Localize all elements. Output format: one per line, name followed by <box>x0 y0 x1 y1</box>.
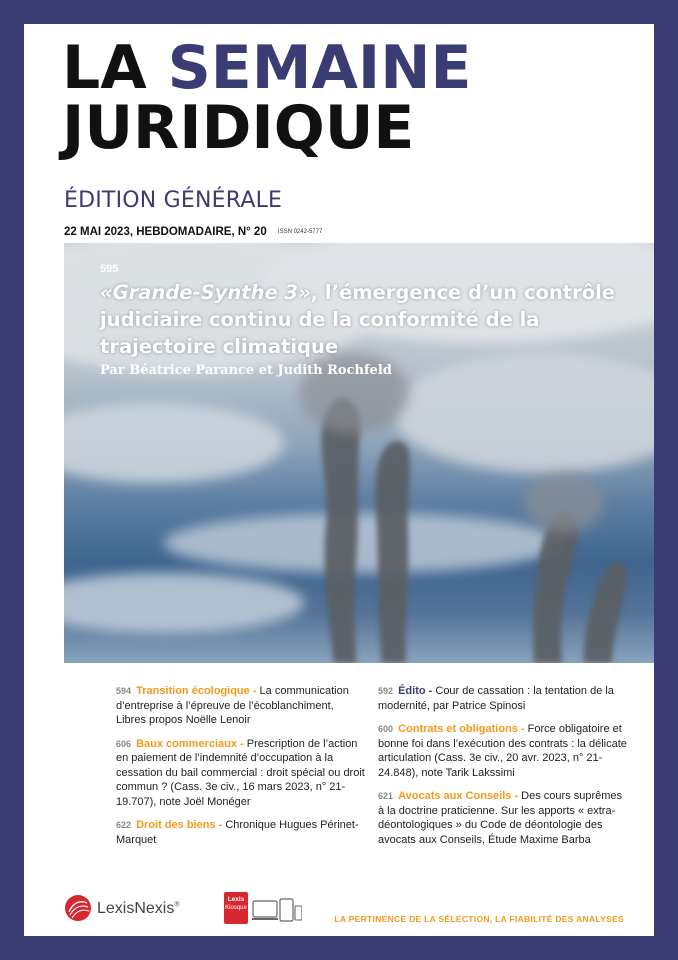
toc-rubric: Transition écologique - <box>136 685 257 697</box>
article-title-rest: , l’émergence d’un contrôle judiciaire continu de la conformité de la trajectoire climatique <box>100 281 616 358</box>
lexisnexis-logo-icon[interactable] <box>64 894 92 922</box>
toc-rubric: Baux commerciaux - <box>136 737 244 750</box>
cover-photo <box>64 243 654 663</box>
toc-text: Chronique Hugues Périnet-Marquet <box>116 819 359 846</box>
toc-text: Des cours suprêmes à la doctrine praticienne. Sur les apports « extra-déontologiques » du Code de déontologie des avocats aux Conseils, Étude Maxime Barba <box>378 790 623 846</box>
article-title[interactable] <box>100 279 620 360</box>
toc-left-column <box>116 684 366 856</box>
masthead-semaine: SEMAINE <box>167 33 472 103</box>
kiosque-bottom: Kiosque <box>225 905 247 911</box>
article-number[interactable]: 595 <box>100 263 119 275</box>
toc-number: 621 <box>378 791 394 801</box>
toc-right-column <box>378 684 628 856</box>
masthead-juridique: JURIDIQUE <box>62 93 415 163</box>
toc-rubric: Avocats aux Conseils - <box>398 790 519 802</box>
toc-rubric: Contrats et obligations - <box>398 723 525 735</box>
article-title-italic: «Grande-Synthe 3» <box>100 281 311 304</box>
masthead-la: LA <box>62 33 147 103</box>
toc-number: 592 <box>378 686 394 696</box>
toc-item[interactable] <box>116 684 366 728</box>
toc-rubric: Édito - <box>398 685 433 697</box>
dateline <box>64 226 322 238</box>
masthead-line-1 <box>62 33 472 103</box>
issue-date: 22 MAI 2023, HEBDOMADAIRE, N° 20 <box>64 226 267 238</box>
slogan: LA PERTINENCE DE LA SÉLECTION, LA FIABILITÉ DES ANALYSES <box>334 914 624 924</box>
toc-item[interactable] <box>116 737 366 810</box>
publisher-label: LexisNexis <box>97 900 175 917</box>
cover-page <box>24 24 654 936</box>
toc-text: Cour de cassation : la tentation de la modernité, par Patrice Spinosi <box>378 685 614 712</box>
toc-number: 606 <box>116 738 132 749</box>
lexis-kiosque-badge[interactable] <box>224 892 248 924</box>
cover-article <box>100 263 620 378</box>
issn: ISSN 0242-5777 <box>277 228 323 235</box>
toc-number: 594 <box>116 686 132 696</box>
masthead <box>62 33 472 163</box>
devices-icon <box>252 898 302 924</box>
footer <box>24 884 654 936</box>
edition-label: ÉDITION GÉNÉRALE <box>64 188 283 213</box>
publisher-mark: ® <box>174 901 180 909</box>
article-authors: Par Béatrice Parance et Judith Rochfeld <box>100 363 392 378</box>
toc-item[interactable] <box>116 818 366 847</box>
toc-item[interactable] <box>378 789 628 847</box>
toc-text: Prescription de l’action en paiement de l’indemnité d’occupation à la cessation du bail commercial : droit spécial ou droit commun ? (Cass. 3e civ., 16 mars 2023, n° 21-19.707), note Joël Monéger <box>116 737 365 808</box>
toc-number: 622 <box>116 820 132 830</box>
toc-item[interactable] <box>378 722 628 780</box>
publisher-name[interactable] <box>97 900 180 918</box>
toc-item[interactable] <box>378 684 628 713</box>
toc-number: 600 <box>378 724 394 734</box>
kiosque-top: Lexis <box>227 896 245 903</box>
toc-text: Force obligatoire et bonne foi dans l’exécution des contrats : la délicate articulation (Cass. 3e civ., 20 avr. 2023, n° 21-24.848), note Tarik Lakssimi <box>378 723 627 779</box>
toc-rubric: Droit des biens - <box>136 819 223 831</box>
toc-text: La communication d’entreprise à l’épreuve de l’écoblanchiment, Libres propos Noëlle Lenoir <box>116 685 349 726</box>
